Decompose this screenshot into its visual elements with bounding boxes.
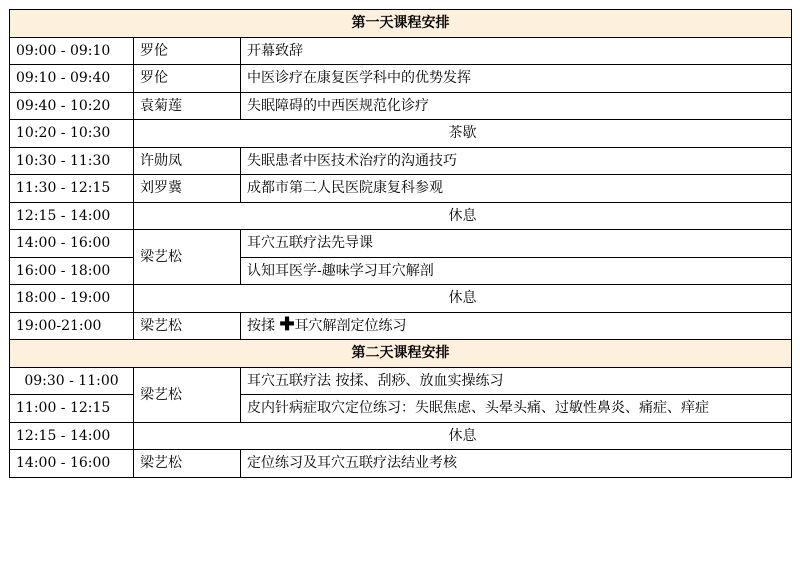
table-row bbox=[10, 395, 792, 423]
time-cell: 09:30 - 11:00 bbox=[10, 367, 134, 395]
topic-cell: 皮内针病症取穴定位练习：失眠焦虑、头晕头痛、过敏性鼻炎、痛症、痒症 bbox=[241, 395, 792, 423]
topic-cell bbox=[241, 312, 792, 340]
table-row bbox=[10, 257, 792, 285]
course-schedule-table bbox=[9, 9, 792, 478]
topic-cell: 耳穴五联疗法先导课 bbox=[241, 230, 792, 258]
speaker-cell: 许勋凤 bbox=[134, 147, 241, 175]
table-row bbox=[10, 175, 792, 203]
speaker-cell: 梁艺松 bbox=[134, 230, 241, 285]
break-cell: 休息 bbox=[134, 285, 792, 313]
topic-cell: 认知耳医学-趣味学习耳穴解剖 bbox=[241, 257, 792, 285]
time-cell: 11:00 - 12:15 bbox=[10, 395, 134, 423]
break-cell: 休息 bbox=[134, 422, 792, 450]
speaker-cell: 梁艺松 bbox=[134, 450, 241, 478]
table-row bbox=[10, 92, 792, 120]
day2-header-row bbox=[10, 340, 792, 368]
day1-header-row bbox=[10, 10, 792, 38]
speaker-cell: 罗伦 bbox=[134, 65, 241, 93]
topic-cell: 成都市第二人民医院康复科参观 bbox=[241, 175, 792, 203]
day1-title: 第一天课程安排 bbox=[10, 10, 792, 38]
table-row bbox=[10, 367, 792, 395]
speaker-cell: 梁艺松 bbox=[134, 312, 241, 340]
table-row bbox=[10, 230, 792, 258]
speaker-cell: 梁艺松 bbox=[134, 367, 241, 422]
table-row bbox=[10, 450, 792, 478]
speaker-cell: 刘罗冀 bbox=[134, 175, 241, 203]
table-row bbox=[10, 120, 792, 148]
time-cell: 12:15 - 14:00 bbox=[10, 202, 134, 230]
day2-title: 第二天课程安排 bbox=[10, 340, 792, 368]
time-cell: 09:00 - 09:10 bbox=[10, 37, 134, 65]
time-cell: 10:30 - 11:30 bbox=[10, 147, 134, 175]
table-row bbox=[10, 285, 792, 313]
topic-text-post: 耳穴解剖定位练习 bbox=[294, 318, 407, 335]
table-row bbox=[10, 422, 792, 450]
topic-text-pre: 按揉 bbox=[247, 318, 275, 335]
topic-cell: 开幕致辞 bbox=[241, 37, 792, 65]
time-cell: 16:00 - 18:00 bbox=[10, 257, 134, 285]
table-row bbox=[10, 37, 792, 65]
time-cell: 12:15 - 14:00 bbox=[10, 422, 134, 450]
time-cell: 11:30 - 12:15 bbox=[10, 175, 134, 203]
plus-icon: ✚ bbox=[279, 314, 295, 336]
time-cell: 19:00-21:00 bbox=[10, 312, 134, 340]
topic-cell: 定位练习及耳穴五联疗法结业考核 bbox=[241, 450, 792, 478]
time-cell: 18:00 - 19:00 bbox=[10, 285, 134, 313]
table-row bbox=[10, 147, 792, 175]
topic-cell: 失眠障碍的中西医规范化诊疗 bbox=[241, 92, 792, 120]
break-cell: 休息 bbox=[134, 202, 792, 230]
topic-cell: 中医诊疗在康复医学科中的优势发挥 bbox=[241, 65, 792, 93]
topic-cell: 失眠患者中医技术治疗的沟通技巧 bbox=[241, 147, 792, 175]
time-cell: 09:10 - 09:40 bbox=[10, 65, 134, 93]
speaker-cell: 袁菊莲 bbox=[134, 92, 241, 120]
table-row bbox=[10, 312, 792, 340]
time-cell: 14:00 - 16:00 bbox=[10, 230, 134, 258]
time-cell: 14:00 - 16:00 bbox=[10, 450, 134, 478]
speaker-cell: 罗伦 bbox=[134, 37, 241, 65]
topic-cell: 耳穴五联疗法 按揉、刮痧、放血实操练习 bbox=[241, 367, 792, 395]
table-row bbox=[10, 202, 792, 230]
time-cell: 10:20 - 10:30 bbox=[10, 120, 134, 148]
time-cell: 09:40 - 10:20 bbox=[10, 92, 134, 120]
break-cell: 茶歇 bbox=[134, 120, 792, 148]
table-row bbox=[10, 65, 792, 93]
